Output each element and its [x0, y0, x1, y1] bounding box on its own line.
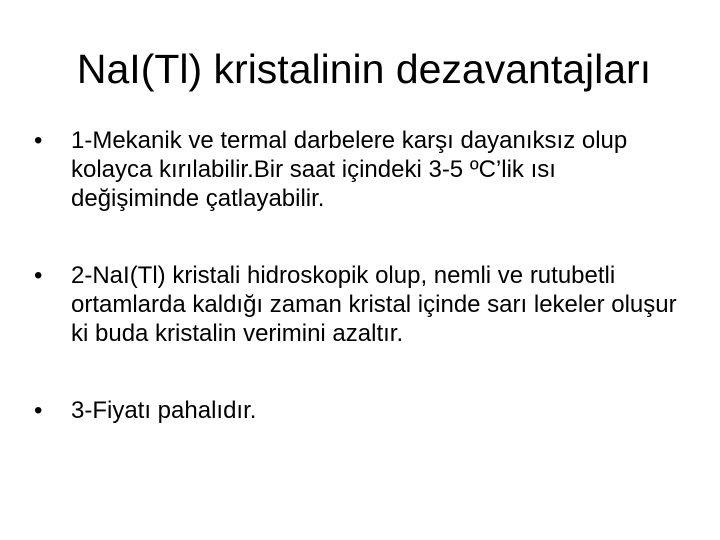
bullet-dot-icon: • [34, 127, 43, 154]
bullet-text: 1-Mekanik ve termal darbelere karşı dayanıksız olup kolayca kırılabilir.Bir saat içindeki 3-5 ºC’lik ısı değişiminde çatlayabilir. [71, 127, 628, 212]
bullet-text: 3-Fiyatı pahalıdır. [71, 397, 257, 424]
bullet-item [34, 261, 684, 348]
bullet-list [34, 126, 684, 425]
bullet-dot-icon: • [34, 262, 43, 289]
slide-title: NaI(Tl) kristalinin dezavantajları [76, 46, 652, 92]
bullet-item [34, 126, 684, 213]
bullet-text: 2-NaI(Tl) kristali hidroskopik olup, nemli ve rutubetli ortamlarda kaldığı zaman kristal içinde sarı lekeler oluşur ki buda kristalin verimini azaltır. [71, 262, 677, 347]
bullet-item [34, 396, 684, 425]
bullet-dot-icon: • [34, 397, 43, 424]
